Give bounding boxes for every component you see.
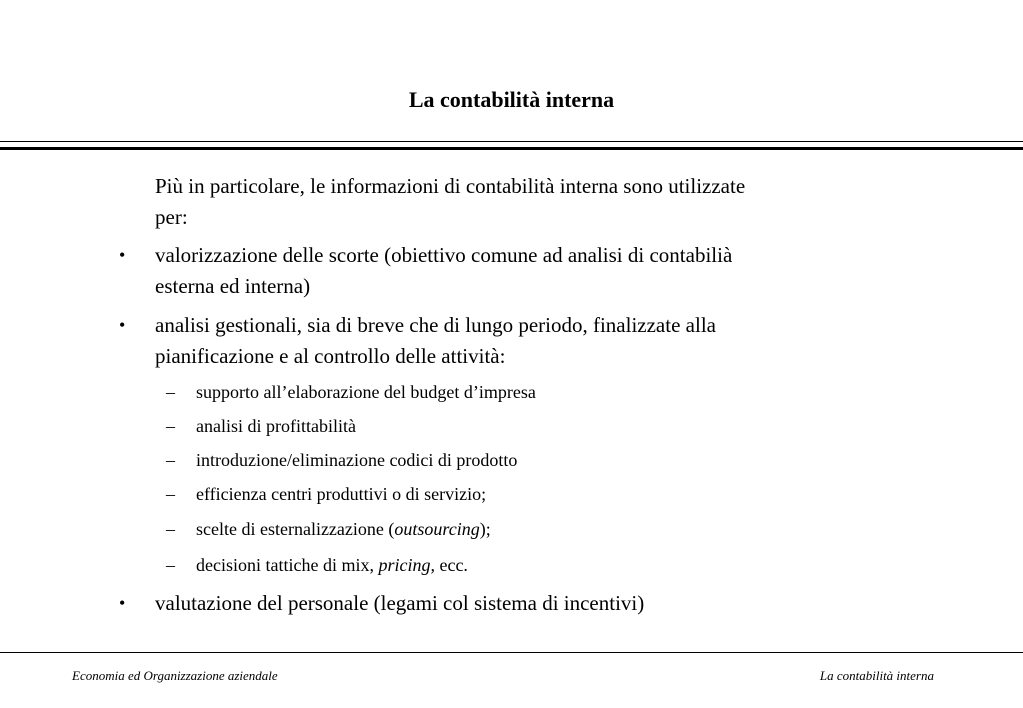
- dash-marker: –: [166, 555, 175, 575]
- sub-item: introduzione/eliminazione codici di prodotto: [196, 450, 518, 470]
- sub-item: efficienza centri produttivi o di servizio;: [196, 484, 487, 504]
- sub-item-text: decisioni tattiche di mix,: [196, 555, 379, 575]
- bullet-item: [155, 310, 915, 372]
- dash-marker: –: [166, 519, 175, 539]
- sub-item-text: ecc.: [434, 555, 468, 575]
- bullet-3-line-1: valutazione del personale (legami col sistema di incentivi): [155, 591, 645, 615]
- bullet-1-line-1: valorizzazione delle scorte (obiettivo comune ad analisi di contabilià: [155, 243, 733, 267]
- footer-divider: [0, 652, 1023, 653]
- sub-item: [196, 553, 896, 577]
- dash-marker: –: [166, 450, 175, 470]
- footer-course-title: Economia ed Organizzazione aziendale: [72, 668, 278, 683]
- footer-section-title: La contabilità interna: [819, 668, 934, 683]
- sub-item: [196, 517, 896, 541]
- sub-item-emphasis: pricing,: [378, 555, 435, 575]
- dash-marker: –: [166, 416, 175, 436]
- sub-item-text: );: [479, 519, 491, 539]
- bullet-2-line-2: pianificazione e al controllo delle attività:: [155, 344, 506, 368]
- intro-line-1: Più in particolare, le informazioni di contabilità interna sono utilizzate: [155, 174, 746, 198]
- bullet-2-line-1: analisi gestionali, sia di breve che di lungo periodo, finalizzate alla: [155, 313, 716, 337]
- bullet-marker: •: [119, 593, 126, 613]
- bullet-item: [155, 240, 915, 302]
- sub-item-text: scelte di esternalizzazione (: [196, 519, 395, 539]
- dash-marker: –: [166, 484, 175, 504]
- bullet-marker: •: [119, 245, 126, 265]
- slide-title: La contabilità interna: [408, 87, 615, 112]
- sub-item-emphasis: outsourcing: [394, 519, 480, 539]
- dash-marker: –: [166, 382, 175, 402]
- intro-line-2: per:: [155, 205, 188, 229]
- bullet-item: [155, 588, 915, 619]
- sub-item: analisi di profittabilità: [196, 416, 356, 436]
- intro-paragraph: [155, 171, 915, 233]
- bullet-marker: •: [119, 315, 126, 335]
- bullet-1-line-2: esterna ed interna): [155, 274, 311, 298]
- sub-item: supporto all’elaborazione del budget d’impresa: [196, 382, 536, 402]
